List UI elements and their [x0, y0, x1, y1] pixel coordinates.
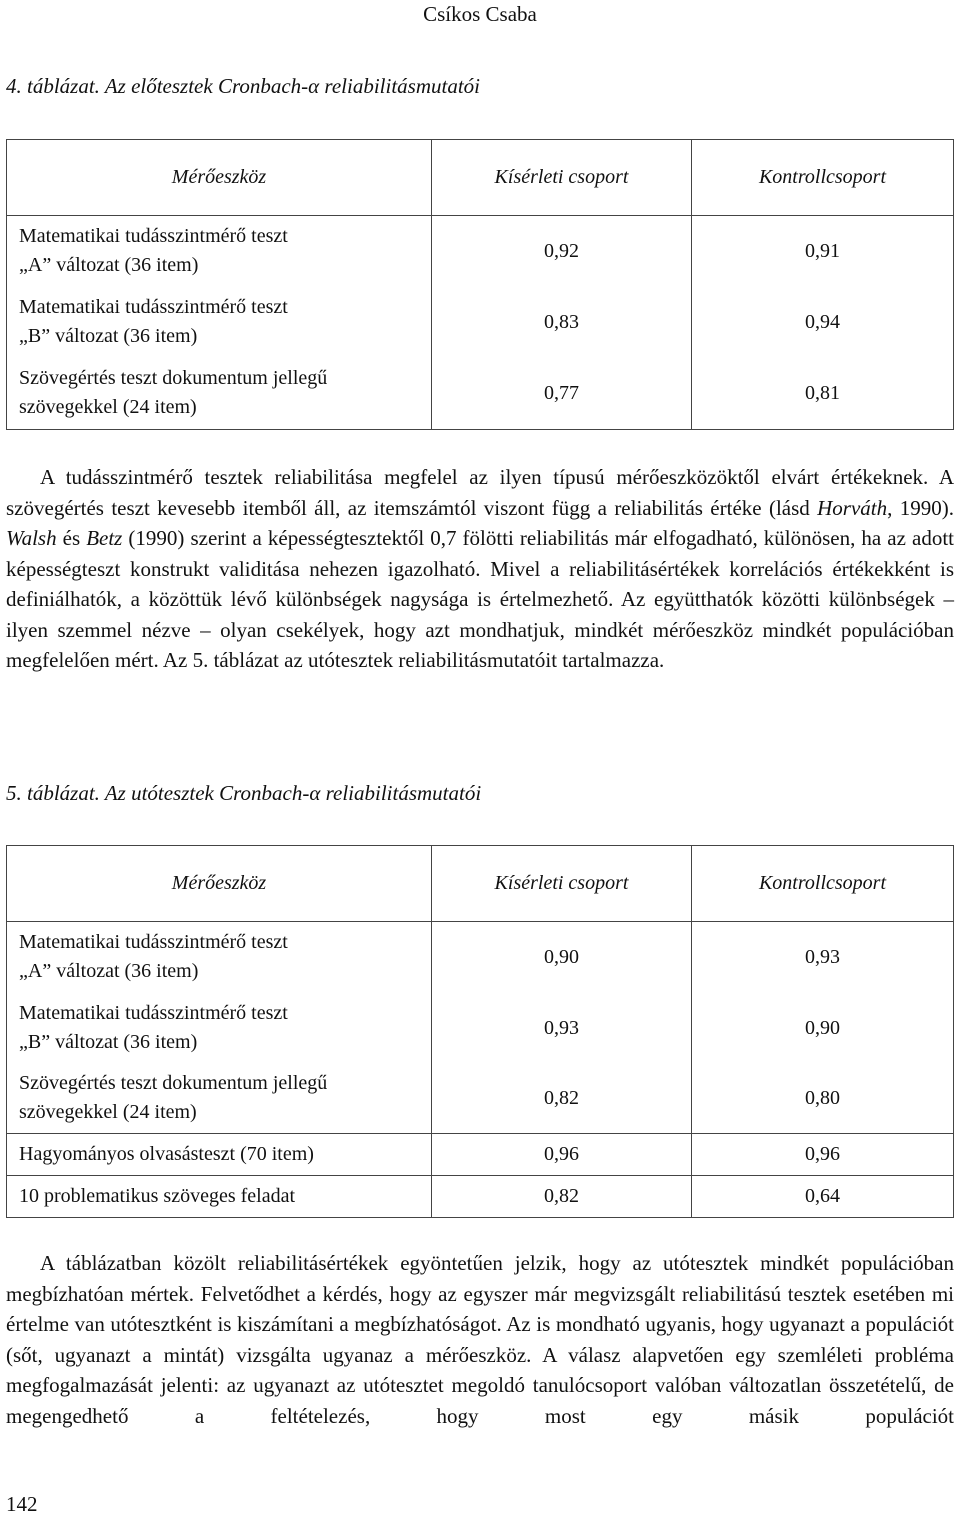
experimental-value: 0,77 — [432, 358, 692, 430]
paragraph-text: , 1990). — [887, 495, 954, 520]
control-value: 0,90 — [692, 993, 954, 1064]
table5-header-control: Kontrollcsoport — [692, 846, 954, 922]
table-row — [7, 287, 954, 358]
table5-caption — [6, 781, 481, 806]
experimental-value: 0,92 — [432, 216, 692, 287]
table5 — [6, 845, 954, 1218]
experimental-value: 0,90 — [432, 922, 692, 993]
table5-caption-title: Az utótesztek Cronbach-α reliabilitásmutatói — [104, 781, 482, 805]
table4-header-control: Kontrollcsoport — [692, 140, 954, 216]
experimental-value: 0,96 — [432, 1134, 692, 1176]
row-label-line: „A” változat (36 item) — [19, 254, 199, 277]
running-header: Csíkos Csaba — [423, 2, 537, 26]
table-row — [7, 1176, 954, 1218]
table-row — [7, 358, 954, 430]
table4-caption — [6, 74, 480, 99]
row-label — [7, 216, 432, 287]
table-row — [7, 1134, 954, 1176]
row-label-line: Szövegértés teszt dokumentum jellegű — [19, 367, 328, 390]
experimental-value: 0,83 — [432, 287, 692, 358]
table4-caption-title: Az előtesztek Cronbach-α reliabilitásmutatói — [104, 74, 480, 98]
page-number: 142 — [6, 1492, 38, 1516]
control-value: 0,93 — [692, 922, 954, 993]
experimental-value: 0,82 — [432, 1064, 692, 1134]
row-label-line: Matematikai tudásszintmérő teszt — [19, 1002, 288, 1024]
row-label — [7, 993, 432, 1064]
table-row — [7, 993, 954, 1064]
row-label-line: Matematikai tudásszintmérő teszt — [19, 931, 288, 954]
table-row — [7, 216, 954, 287]
table5-header-experimental: Kísérleti csoport — [432, 846, 692, 922]
body-paragraph-1 — [6, 462, 954, 676]
table4-header-row — [7, 140, 954, 216]
row-label — [7, 1064, 432, 1134]
table-row — [7, 1064, 954, 1134]
table4 — [6, 139, 954, 430]
control-value: 0,94 — [692, 287, 954, 358]
body-paragraph-2 — [6, 1248, 954, 1431]
row-label — [7, 922, 432, 993]
table4-caption-number: 4. táblázat. — [6, 74, 100, 98]
row-label-line: szövegekkel (24 item) — [19, 396, 197, 419]
row-label-line: „B” változat (36 item) — [19, 325, 198, 347]
control-value: 0,80 — [692, 1064, 954, 1134]
row-label-line: szövegekkel (24 item) — [19, 1101, 197, 1124]
table5-caption-number: 5. táblázat. — [6, 781, 100, 805]
control-value: 0,91 — [692, 216, 954, 287]
experimental-value: 0,82 — [432, 1176, 692, 1218]
paragraph-text: A tudásszintmérő tesztek reliabilitása megfelel az ilyen típusú mérőeszközöktől elvárt értékeknek. A szövegértés teszt kevesebb itemből áll, az itemszámtól viszont függ a reliabilitás értéke (lásd — [6, 465, 954, 520]
table4-header-measure: Mérőeszköz — [7, 140, 432, 216]
experimental-value: 0,93 — [432, 993, 692, 1064]
table4-header-experimental: Kísérleti csoport — [432, 140, 692, 216]
paragraph-text: A táblázatban közölt reliabilitásértékek egyöntetűen jelzik, hogy az utótesztek mindkét populációban megbízhatóan mértek. Felvetődhet a kérdés, hogy az egyszer már megvizsgált reliabilitású tesztek esetében mi értelme van utótesztként is kiszámítani a megbízhatóságot. Az is mondható ugyanis, hogy ugyanazt a populációt (sőt, ugyanazt a mintát) vizsgálta ugyanaz a mérőeszköz. A válasz alapvetően egy szemléleti probléma megfogalmazását jelenti: az ugyanazt az utótesztet megoldó tanulócsoport valóban változatlan összetételű, de megengedhető a feltételezés, hogy most egy másik populációt — [6, 1251, 954, 1428]
row-label-line: Matematikai tudásszintmérő teszt — [19, 296, 288, 318]
paragraph-text: (1990) szerint a képességtesztektől 0,7 fölötti reliabilitás már elfogadható, különösen, ha az adott képességteszt konstrukt validitása nehezen igazolható. Mivel a reliabilitásértékek korrelációs értékekként is definiálhatók, a közöttük lévő különbségek nagysága is értelmezhető. Az együtthatók közötti különbségek – ilyen szemmel nézve – olyan csekélyek, hogy azt mondhatjuk, mindkét mérőeszköz mindkét populációban megfelelően mért. Az 5. táblázat az utótesztek reliabilitásmutatóit tartalmazza. — [6, 526, 954, 672]
row-label-line: Szövegértés teszt dokumentum jellegű — [19, 1072, 328, 1095]
row-label-line: Matematikai tudásszintmérő teszt — [19, 225, 288, 248]
row-label — [7, 358, 432, 430]
row-label: 10 problematikus szöveges feladat — [7, 1176, 432, 1218]
control-value: 0,81 — [692, 358, 954, 430]
citation-author: Walsh — [6, 526, 57, 550]
control-value: 0,96 — [692, 1134, 954, 1176]
paragraph-text: és — [56, 526, 87, 550]
table5-header-measure: Mérőeszköz — [7, 846, 432, 922]
row-label: Hagyományos olvasásteszt (70 item) — [7, 1134, 432, 1176]
citation-author: Horváth — [817, 495, 888, 520]
row-label — [7, 287, 432, 358]
row-label-line: „B” változat (36 item) — [19, 1031, 198, 1053]
table5-header-row — [7, 846, 954, 922]
row-label-line: „A” változat (36 item) — [19, 960, 199, 983]
table-row — [7, 922, 954, 993]
control-value: 0,64 — [692, 1176, 954, 1218]
citation-author: Betz — [86, 526, 123, 550]
